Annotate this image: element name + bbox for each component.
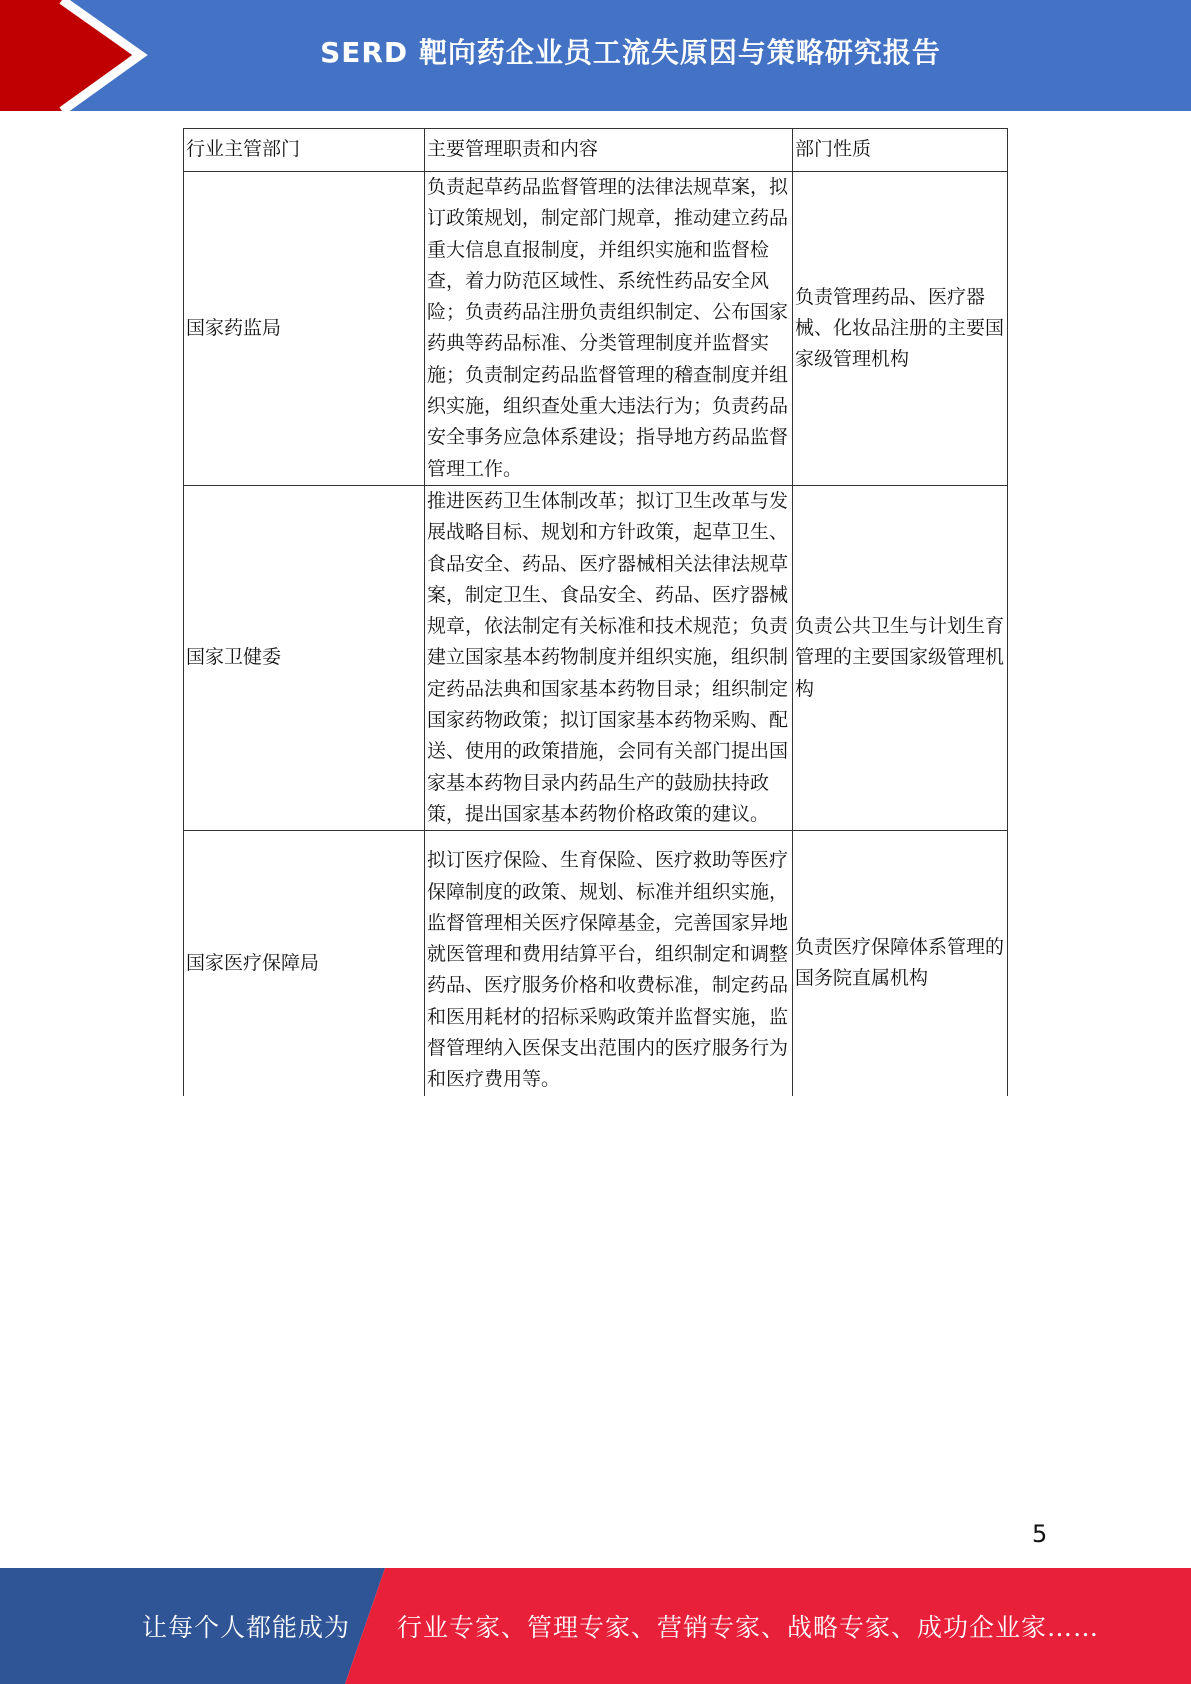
nature-cell: 负责医疗保障体系管理的国务院直属机构 — [793, 831, 1008, 1096]
column-header-department: 行业主管部门 — [184, 129, 425, 172]
report-title: SERD 靶向药企业员工流失原因与策略研究报告 — [320, 36, 941, 69]
column-header-nature: 部门性质 — [793, 129, 1008, 172]
department-cell: 国家医疗保障局 — [184, 831, 425, 1096]
department-table — [183, 128, 1008, 1096]
header-banner — [0, 0, 1191, 111]
table-row — [184, 172, 1008, 486]
table-row — [184, 485, 1008, 830]
table-row — [184, 831, 1008, 1096]
page-number: 5 — [1032, 1520, 1048, 1548]
department-cell: 国家药监局 — [184, 172, 425, 486]
footer-slogan-left: 让每个人都能成为 — [142, 1613, 351, 1642]
nature-cell: 负责公共卫生与计划生育管理的主要国家级管理机构 — [793, 485, 1008, 830]
footer-slogan-right: 行业专家、管理专家、营销专家、战略专家、成功企业家…… — [397, 1613, 1100, 1642]
header-arrow-decoration — [0, 0, 150, 111]
department-cell: 国家卫健委 — [184, 485, 425, 830]
duties-cell: 负责起草药品监督管理的法律法规草案，拟订政策规划，制定部门规章，推动建立药品重大信息直报制度，并组织实施和监督检查，着力防范区域性、系统性药品安全风险；负责药品注册负责组织制定、公布国家药典等药品标准、分类管理制度并监督实施；负责制定药品监督管理的稽查制度并组织实施，组织查处重大违法行为；负责药品安全事务应急体系建设；指导地方药品监督管理工作。 — [425, 172, 793, 486]
table-header-row — [184, 129, 1008, 172]
duties-cell: 推进医药卫生体制改革；拟订卫生改革与发展战略目标、规划和方针政策，起草卫生、食品安全、药品、医疗器械相关法律法规草案，制定卫生、食品安全、药品、医疗器械规章，依法制定有关标准和技术规范；负责建立国家基本药物制度并组织实施，组织制定药品法典和国家基本药物目录；组织制定国家药物政策；拟订国家基本药物采购、配送、使用的政策措施，会同有关部门提出国家基本药物目录内药品生产的鼓励扶持政策，提出国家基本药物价格政策的建议。 — [425, 485, 793, 830]
nature-cell: 负责管理药品、医疗器械、化妆品注册的主要国家级管理机构 — [793, 172, 1008, 486]
duties-cell: 拟订医疗保险、生育保险、医疗救助等医疗保障制度的政策、规划、标准并组织实施，监督管理相关医疗保障基金，完善国家异地就医管理和费用结算平台，组织制定和调整药品、医疗服务价格和收费标准，制定药品和医用耗材的招标采购政策并监督实施，监督管理纳入医保支出范围内的医疗服务行为和医疗费用等。 — [425, 831, 793, 1096]
footer-banner — [0, 1568, 1191, 1684]
column-header-duties: 主要管理职责和内容 — [425, 129, 793, 172]
